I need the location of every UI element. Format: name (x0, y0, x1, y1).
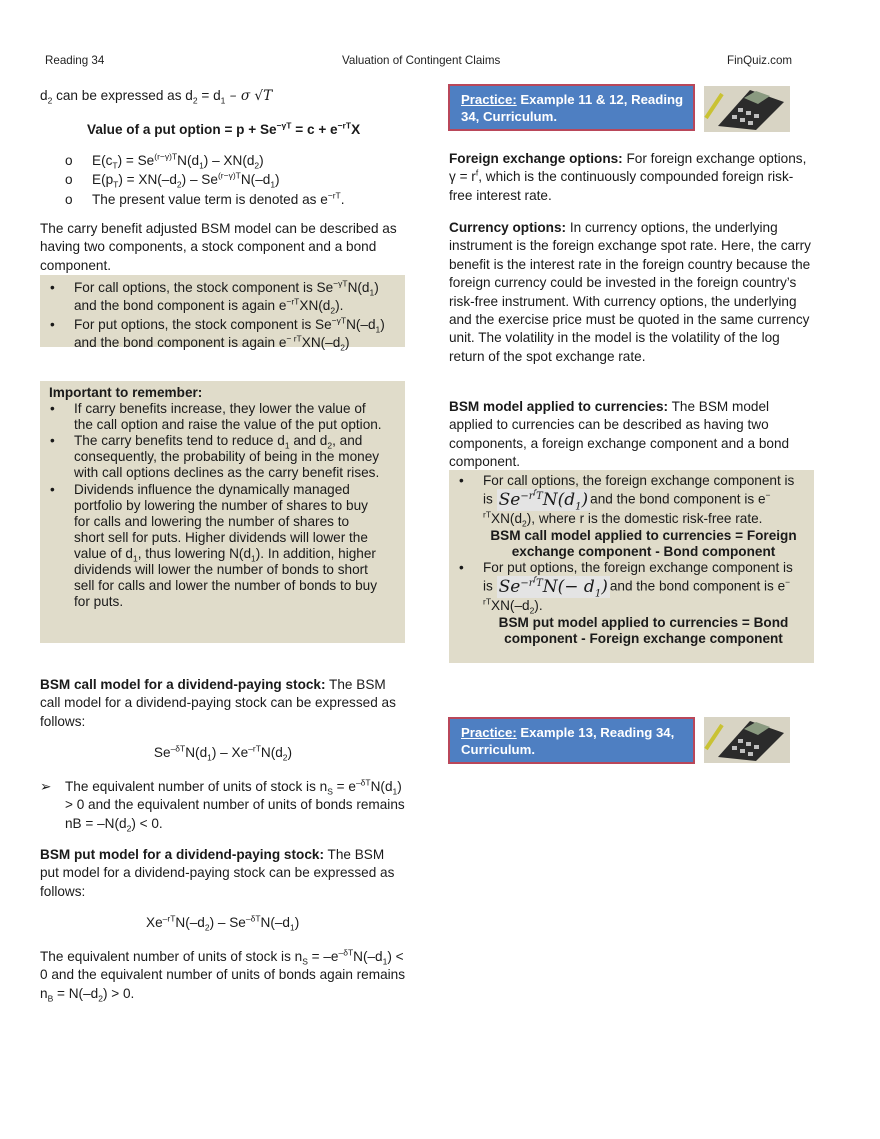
list-item: • The carry benefits tend to reduce $d_1$ and $d_2$, and consequently, the probability of being in the money with call options declines as the carry benefit rises. (50, 433, 380, 481)
currency-components-box (449, 470, 814, 663)
calculator-icon (704, 717, 790, 768)
carry-components-box (40, 275, 405, 353)
list-item: • For call options, the foreign exchange component is is $Se^{-r^fT}N(d_1)$ and the bond component is e− $^{rT}XN(d_2)$, where r is the domestic risk-free rate. BSM call model applied to currencies = Foreign exchange component - Bond component (449, 473, 808, 560)
list-item: • If carry benefits increase, they lower the value of the call option and raise the value of the put option. (50, 401, 382, 433)
important-to-remember-box (40, 381, 405, 643)
put-value-formula: Value of a put option = $p + Se^{-\gamma T} = c + e^{-rT}X$ (87, 120, 361, 137)
running-header-left: Reading 34 (45, 54, 105, 67)
list-item: o $E(c_T) = Se^{(r-\gamma)T}N(d_1) - XN(d_2)$ (65, 151, 264, 171)
d2-line: $d_2$ can be expressed as $d_2 = d_1 - \sigma$ √T (40, 88, 273, 106)
currency-options-paragraph: Currency options: In currency options, the underlying instrument is the foreign exchange spot rate. Here, the carry benefit is the interest rate in the foreign country because the foreign currency could be invested in the foreign country’s risk-free instrument. With currency options, the underlying and the exercise price must be quoted in the same currency unit. The volatility in the model is the volatility of the log return of the spot exchange rate. (449, 220, 811, 364)
practice-link[interactable]: Practice: (461, 725, 517, 740)
practice-link[interactable]: Practice: (461, 92, 517, 107)
practice-box-2: Practice: Example 13, Reading 34, Curriculum. (448, 717, 695, 764)
put-units-paragraph: The equivalent number of units of stock is $n_S = -e^{-\delta T}N(-d_1) < 0$ and the equivalent number of units of bonds again remains $n_B = N(-d_2) > 0$. (40, 947, 406, 1004)
put-dividend-formula: $Xe^{-rT}N(-d_2) - Se^{-\delta T}N(-d_1)$ (146, 913, 300, 933)
bsm-currencies-paragraph: BSM model applied to currencies: The BSM model applied to currencies can be described as having two components, a foreign exchange component and a bond component. (449, 399, 790, 470)
calculator-icon (704, 86, 790, 137)
list-item: • For call options, the stock component is $Se^{-\gamma T}N(d_1)$ and the bond component is again $e^{-rT}XN(d_2)$. (50, 278, 379, 317)
call-currency-rule: BSM call model applied to currencies = Foreign exchange component - Bond component (490, 527, 797, 559)
list-item: • For put options, the foreign exchange component is is $Se^{-r^fT}N(- d_1)$ and the bond component is e− $^{rT}XN(-d_2)$. BSM put model applied to currencies = Bond component - Foreign exchange component (449, 560, 808, 647)
put-dividend-paragraph: BSM put model for a dividend-paying stock: The BSM put model for a dividend-paying stock can be expressed as follows: (40, 847, 395, 899)
running-header-site: FinQuiz.com (727, 54, 793, 67)
put-fx-formula-image: $Se^{-r^fT}N(- d_1)$ (498, 575, 608, 600)
call-fx-formula-image: $Se^{-r^fT}N(d_1)$ (498, 488, 589, 513)
call-dividend-formula: $Se^{-\delta T}N(d_1) - Xe^{-rT}N(d_2)$ (153, 743, 293, 763)
practice-box-1: Practice: Example 11 & 12, Reading 34, Curriculum. (448, 84, 695, 131)
carry-benefit-paragraph: The carry benefit adjusted BSM model can be described as having two components, a stock component and a bond component. (40, 221, 397, 273)
arrow-bullet-icon: ➢ (40, 779, 52, 794)
expected-values-list (40, 152, 406, 209)
running-header-title: Valuation of Contingent Claims (342, 54, 501, 67)
put-currency-rule: BSM put model applied to currencies = Bond component - Foreign exchange component (498, 614, 789, 647)
box-title: Important to remember: (49, 385, 203, 400)
list-item: o $E(p_T) = XN(-d_2) - Se^{(r-\gamma)T}N(-d_1)$ (65, 170, 280, 191)
list-item: • Dividends influence the dynamically managed portfolio by lowering the number of shares to buy for calls and lowering the number of shares to short sell for puts. Higher dividends will lower the value of $d_1$, thus lowering $N(d_1)$. In addition, higher dividends will lower the number of bonds to short sell for calls and lower the number of bonds to buy for puts. (50, 481, 378, 610)
fx-options-paragraph: Foreign exchange options: For foreign exchange options, $\gamma = r^f$, which is the continuously compounded foreign risk-free interest rate. (449, 151, 807, 203)
call-units-note: ➢ The equivalent number of units of stock is $n_S = e^{-\delta T}N(d_1) > 0$ and the equivalent number of units of bonds remains nB = $-N(d_2) < 0$. (40, 777, 405, 834)
call-dividend-paragraph: BSM call model for a dividend-paying stock: The BSM call model for a dividend-paying stock can be expressed as follows: (40, 677, 396, 729)
list-item: • For put options, the stock component is $Se^{-\gamma T}N(-d_1)$ and the bond component is again $e^{- rT}XN(-d_2)$ (50, 315, 385, 353)
list-item: o The present value term is denoted as $e^{-rT}$. (65, 190, 345, 207)
